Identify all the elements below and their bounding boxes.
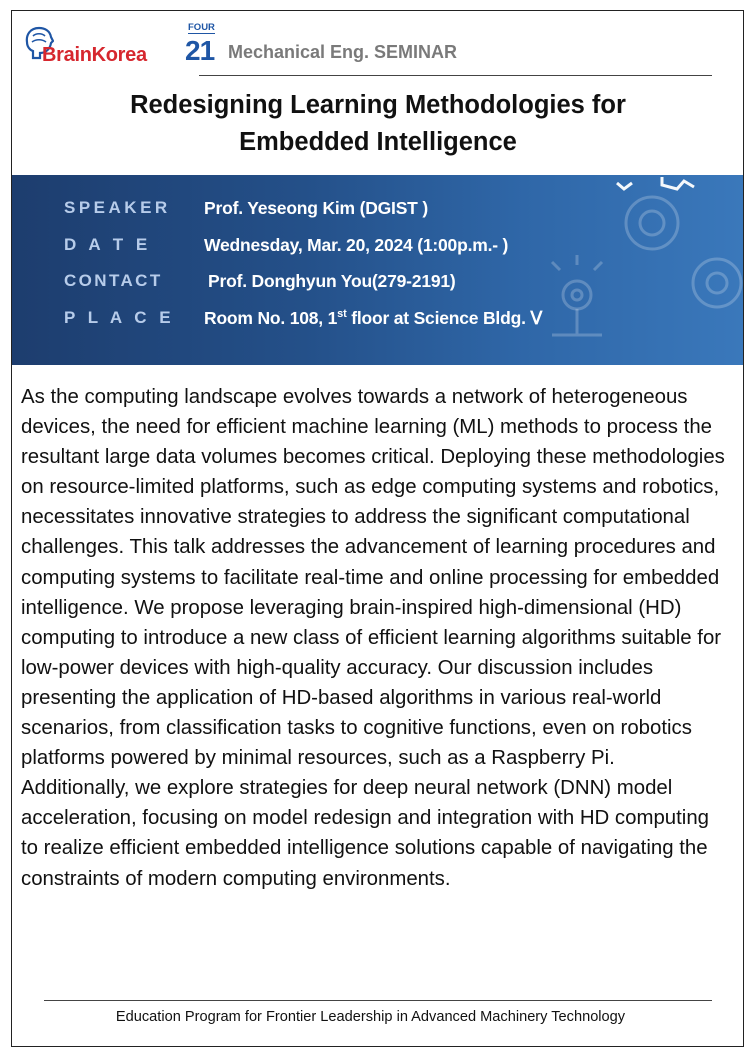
talk-title [40,87,716,161]
place-ordinal: st [337,307,347,320]
brainkorea-logo [20,22,215,72]
talk-title-line-2: Embedded Intelligence [239,128,517,156]
footer-program: Education Program for Frontier Leadership in Advanced Machinery Technology [115,1009,626,1025]
abstract [21,382,726,894]
place-prefix: Room No. 108, 1 [204,307,338,328]
date-value: Wednesday, Mar. 20, 2024 (1:00p.m.- ) [204,234,509,255]
contact-label: CONTACT [64,271,163,290]
abstract-text: As the computing landscape evolves towards a network of heterogeneous devices, the need for efficient machine learning (ML) methods to process the resultant large data volumes becomes critical. Deploying these methodologies on resource-limited platforms, such as edge computing systems and robotics, necessitates innovative strategies to address the significant computational challenges. This talk addresses the advancement of learning procedures and computing systems to facilitate real-time and online processing for embedded intelligence. We propose leveraging brain-inspired high-dimensional (HD) computing to introduce a new class of efficient learning algorithms suitable for low-power devices with high-quality accuracy. Our discussion includes presenting the application of HD-based algorithms in various real-world scenarios, from classification tasks to cognitive functions, even on robotics platforms powered by minimal resources, such as a Raspberry Pi. Additionally, we explore strategies for deep neural network (DNN) model acceleration, focusing on model redesign and integration with HD computing to realize efficient embedded intelligence solutions capable of navigating the constraints of modern computing environments. [21,386,725,890]
speaker-value: Prof. Yeseong Kim (DGIST ) [204,198,428,218]
place-label: P L A C E [64,307,175,327]
header-divider [199,75,712,76]
date-label: D A T E [64,234,152,254]
logo-number: 21 [185,35,215,66]
seminar-heading: Mechanical Eng. SEMINAR [228,42,458,62]
speaker-label: SPEAKER [64,198,171,217]
logo-tag: FOUR [188,22,215,33]
talk-title-line-1: Redesigning Learning Methodologies for [130,91,626,119]
footer-divider [44,1000,712,1001]
info-banner [12,175,743,365]
logo-brand-text: BrainKorea [42,44,147,66]
place-value [204,308,542,329]
contact-value: Prof. Donghyun You(279-2191) [208,271,456,291]
place-suffix: floor at Science Bldg. Ⅴ [346,307,543,328]
